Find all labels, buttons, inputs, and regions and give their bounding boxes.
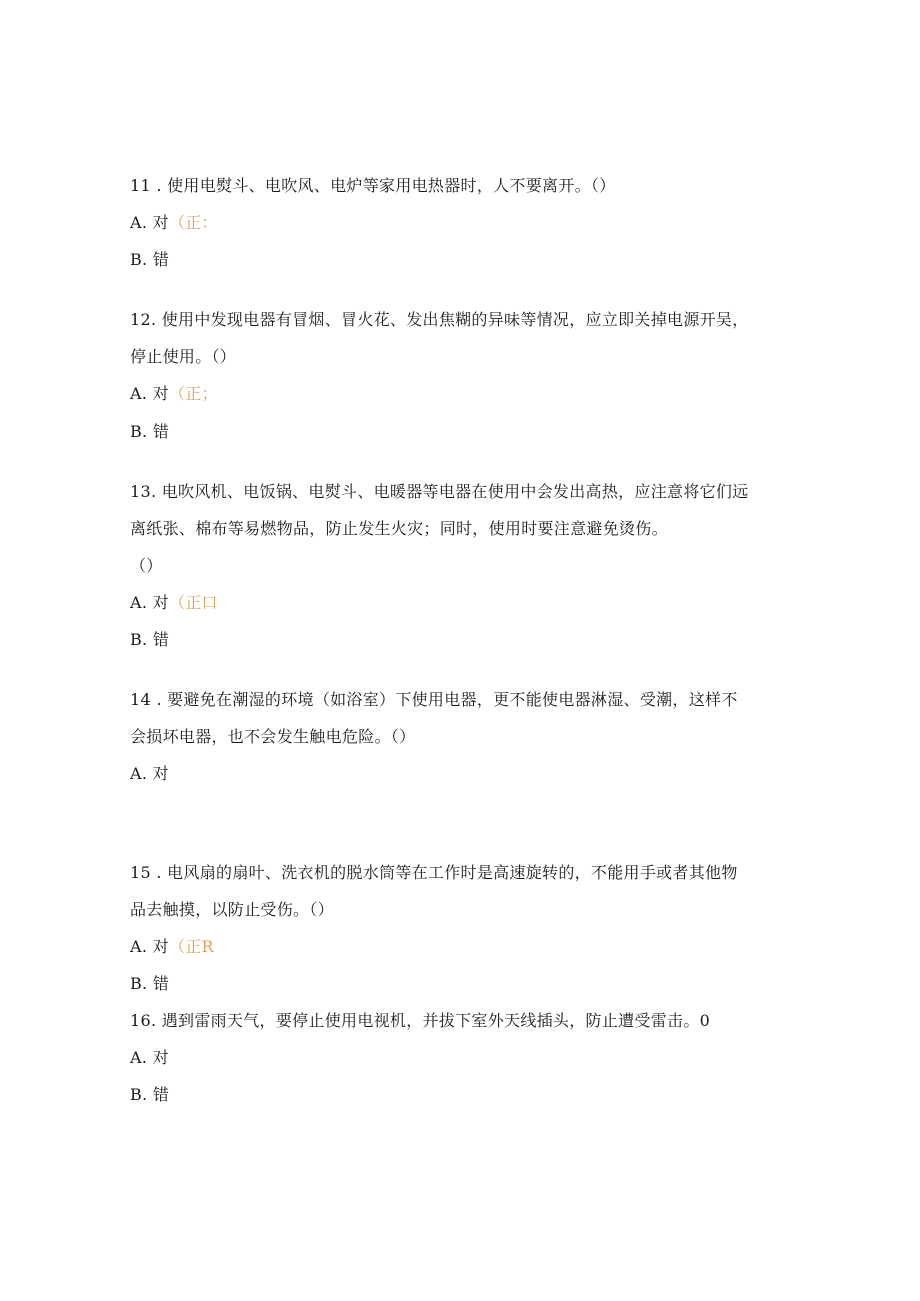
question-11-option-a[interactable] <box>130 212 218 234</box>
question-14-text-line-1: 14 . 要避免在潮湿的环境（如浴室）下使用电器，更不能使电器淋湿、受潮，这样不 <box>130 690 738 709</box>
option-label: A. 对 <box>130 593 169 612</box>
option-label: B. 错 <box>130 250 170 269</box>
question-15-text-line-2: 品去触摸，以防止受伤。（） <box>130 900 334 919</box>
question-11-text: 11 . 使用电熨斗、电吹风、电炉等家用电热器时，人不要离开。（） <box>130 176 616 195</box>
question-13-option-b[interactable] <box>130 629 169 651</box>
question-12-text-line-1: 12. 使用中发现电器有冒烟、冒火花、发出焦糊的异味等情况，应立即关掉电源开吴， <box>130 310 749 329</box>
question-14-text-line-2: 会损坏电器，也不会发生触电危险。（） <box>130 727 416 746</box>
question-13-option-a[interactable] <box>130 592 218 614</box>
question-13-text-line-2: 离纸张、棉布等易燃物品，防止发生火灾；同时，使用时要注意避免烫伤。 <box>130 519 668 538</box>
question-15-option-a[interactable] <box>130 936 214 958</box>
question-12-option-b[interactable] <box>130 421 169 443</box>
question-11-option-b[interactable] <box>130 249 169 271</box>
option-label: A. 对 <box>130 764 169 783</box>
question-16-text: 16. 遇到雷雨天气，要停止使用电视机，并拔下室外天线插头，防止遭受雷击。0 <box>130 1011 711 1030</box>
option-label: A. 对 <box>130 213 169 232</box>
option-label: A. 对 <box>130 937 169 956</box>
question-14-option-a[interactable] <box>130 763 169 785</box>
answer-mark: （正R <box>168 937 214 956</box>
question-12-option-a[interactable] <box>130 383 218 405</box>
answer-mark: （正； <box>168 384 218 403</box>
option-label: B. 错 <box>130 422 170 441</box>
option-label: B. 错 <box>130 630 170 649</box>
question-15-option-b[interactable] <box>130 973 169 995</box>
option-label: B. 错 <box>130 1085 170 1104</box>
option-label: A. 对 <box>130 1048 169 1067</box>
question-12-text-line-2: 停止使用。（） <box>130 347 237 366</box>
option-label: B. 错 <box>130 974 170 993</box>
question-13-text-line-3: （） <box>130 556 163 575</box>
answer-mark: （正： <box>168 213 218 232</box>
option-label: A. 对 <box>130 384 169 403</box>
question-13-text-line-1: 13. 电吹风机、电饭锅、电熨斗、电暖器等电器在使用中会发出高热，应注意将它们远 <box>130 482 749 501</box>
question-16-option-a[interactable] <box>130 1047 169 1069</box>
question-15-text-line-1: 15 . 电风扇的扇叶、洗衣机的脱水筒等在工作时是高速旋转的，不能用手或者其他物 <box>130 863 738 882</box>
answer-mark: （正口 <box>168 593 218 612</box>
question-16-option-b[interactable] <box>130 1084 169 1106</box>
